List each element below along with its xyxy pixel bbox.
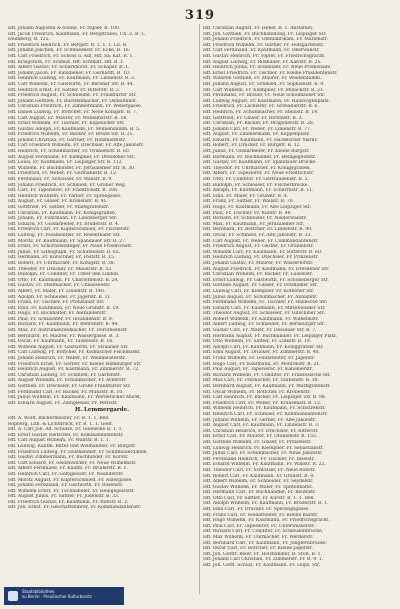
directory-entry: Hff. Heinrich Ernst, Fr. Sattler, Fr. Ritterstr. B. 2. [8, 87, 121, 93]
directory-entry: Hff. Carl Heinrich, Fr. Bäcker, Fr. Leipziger Str. B. 98. [203, 395, 327, 401]
section-heading: H. Lemmergarde. [75, 407, 129, 414]
directory-entry: Hff. Friedrich Carl, Fr. Weber, Fr. Krausenstr. B. 12. [203, 400, 322, 406]
directory-entry: Hff. Theodor, Fr. Uhrmacher, Fr. Königsgraben. [203, 165, 311, 171]
directory-entry: Hff. Franz Wilhelm, Fr. Goldarbeiter, Fr. Jägerstr. [203, 356, 316, 362]
directory-entry: Hff. August Wilhelm, Fr. Schuhmacher, Fr. Ackerstr. [8, 378, 127, 384]
directory-entry: Hff. Paul August, Fr. Tapezierer, Fr. Kanonierstr. [203, 367, 313, 373]
directory-entry: Hff. Gottlieb Wilhelm, Fr. Glaser, Fr. Prinzenstr. [203, 439, 312, 445]
directory-entry: Hff. Robert, Fr. Drucker, Fr. Burgstr. B. 12. [203, 143, 301, 149]
directory-entry: Hff. Theodor Carl, Fr. Schlosser, Fr. Neue Roßstr. [203, 467, 316, 473]
directory-entry: Hff. Richard Carl, Fr. Conditor, Fr. Schleusenbrücke. [203, 529, 324, 535]
directory-entry: Hff. Ernst Gustav Rietschel, Fr. Kommandantenstr. [8, 432, 124, 438]
directory-entry: Hff. Bernhard August, Fr. Kaufmann, Fr. Markgrafenstr. [203, 384, 331, 389]
directory-entry: Hff. A. Wolff, Bäckermeister, Fr. B. 1. 1. Bell. [8, 415, 110, 421]
directory-entry: Hff. Ludwig, Kaufm. Ritter und Wollhändler, Fr. Burgstr. [8, 443, 137, 449]
directory-entry: Hff. Oscar, Fr. Schmied, Fr. Alte Jakobstr. B. 33. [203, 232, 312, 238]
directory-entry: Hff. Richard Wilhelm, Fr. Conditor, Fr. Französische Str. [203, 372, 331, 378]
directory-entry: Hff. Heinrich Carl, Fr. Schmied, Fr. Kommandantenstr. [203, 411, 328, 417]
directory-entry: Hff. Adolph Wilhelm, Fr. Kaufmann, Fr. Brüderstr. B. 1. [203, 501, 329, 507]
directory-entry: Hff. Wilhelm Carl, Fr. Kaufmann, Fr. Ritterstr. B. 60. [203, 249, 323, 255]
directory-entry: Hff. Gustav Wilhelm, Fr. Maler, Fr. Spittelmarkt. [203, 484, 314, 490]
directory-entry: Hff. Adolph, Fr. Kaufmann, Fr. Scharrnstr. B. 11. [203, 188, 314, 194]
directory-entry: Hff. Richard, Fr. Schneider, Fr. Niederwallstr. [203, 216, 307, 222]
directory-entry: Hff. Wilhelm Heinrich, Fr. Kaufmann, Fr. Schützenstr. [203, 406, 326, 412]
directory-entry: Hff. Robert Carl, Fr. Kaufmann, Fr. Grünstr. B. 8. [203, 473, 315, 479]
directory-entry: Hff. Paul Carl, Fr. Tapezierer, Fr. Unterwasserstr. [203, 523, 316, 529]
directory-entry: Hff. Carl August Wilhelm, Fr. Wallstr. B. 1. 1. [8, 438, 111, 444]
directory-entry: Hff. Johann Heinrich, Fr. Weber, Fr. Weinmeisterstr. [8, 356, 126, 362]
directory-entry: Hff. Theodor August, Fr. Schlosser, Fr. Gitschiner Str. [203, 311, 326, 317]
directory-entry: Hff. Oscar Wilhelm, Fr. Böttcher, Fr. Kronenstr. [203, 389, 311, 395]
directory-entry: Hff. Emil Carl, Fr. Drucker, Fr. Sperlingsgasse. [203, 507, 310, 513]
directory-entry: Hff. Moritz August, Fr. Kupferschmied, Fr. Adlergasse. [8, 477, 133, 483]
directory-entry: Ropberg, Lith. & Lichtdruck, Fr. B. 1. 1. Gedr. [8, 421, 114, 427]
directory-entry: Hff. Ernst Ludwig, Fr. Gastwirth, Fr. Schöneberger Str. [203, 277, 329, 283]
directory-entry: Hff. Robert, Fr. Uhrmacher, Fr. Königstr. B. 38. [8, 260, 116, 266]
directory-entry: Hff. Albert, Fr. Tapezierer, Fr. Neue Friedrichstr. [203, 171, 314, 177]
directory-entry: Hff. Gottlieb August, Fr. Glaser, Fr. Potsdamer Str. [203, 283, 318, 289]
directory-entry: Hff. Carl Friedrich Wilhelm, Fr. Drechsler, Fr. Alte Jakobstr. [8, 143, 144, 149]
directory-entry: Hff. Gustav Heinrich, Fr. Töpfer, Fr. Friedrichsgracht. [203, 53, 326, 59]
directory-entry: Hff. August, Fr. Glaser, Fr. Kronenstr. B. 41. [8, 199, 108, 205]
directory-entry: Hff. Otto, Fr. Conditor, Fr. Gertraudenstr. B. 5. [203, 177, 309, 183]
directory-entry: Hff. Daniel Ludwig, Fr. Böttcher, Fr. Neue Königstr. B. 7. [8, 109, 138, 115]
directory-entry: Hff. Eduard Wilhelm, Fr. Kaufmann, Fr. Wallstr. B. 25. [203, 462, 326, 468]
directory-entry: Hff. August Carl, Fr. Kaufmann, Fr. Lindenstr. B. 3. [203, 423, 320, 429]
directory-entry: Hff. Adolph Carl, Fr. Kaufmann, Fr. Königgrätzer Str. [203, 344, 324, 350]
directory-entry: Hff. Gustav, Fr. Stellmacher, Fr. Chausseestr. [8, 283, 111, 289]
directory-entry: Hff. Johann Carl, Fr. Weber, Fr. Linienstr. B. 77. [203, 126, 312, 132]
directory-entry: Hff. Julius Carl, Fr. Schuhmacher, Fr. Neue Jakobstr. [203, 451, 323, 457]
page-number: 319 [184, 8, 216, 23]
directory-entry: Hff. August Ludwig, Fr. Bildhauer, Fr. Karlstr. B. 25. [203, 59, 322, 65]
directory-entry: Hff. Christian August, Fr. Hebel, B. 1. Anstalten. [203, 26, 314, 31]
directory-entry: Hff. Heinrich Julius, Fr. Schneider, Fr. Neue Promenade. [203, 65, 332, 71]
column-divider [199, 24, 200, 594]
directory-entry: Hff. Friedrich Ernst, Fr. Gerber, Fr. Kleine Hamburger Str. [8, 361, 142, 367]
directory-entry: Hff. Albert, Fr. Maler, Fr. Linienstr. B. 140. [8, 288, 106, 294]
directory-entry: Hff. August Julius, Fr. Sattler, Fr. Jüdenstr. B. 33. [8, 494, 120, 500]
directory-entry: Hff. Emil, Fr. Maler, Fr. Grünstr. B. 4. [203, 193, 288, 199]
directory-entry: Hff. Kriegsrath, Fr. Schmid. Hff. Schmidt. Hff. B. 1. [8, 59, 125, 65]
directory-entry: Hff. Richard, Fr. Kaufmann, Fr. Behrenstr. B. 44. [8, 322, 119, 328]
directory-entry: Hff. Ferdinand Carl, Fr. Bäcker, Fr. Münzstr. B. 10. [8, 389, 124, 395]
logo-line-2: zu Berlin · Preußischer Kulturbesitz [22, 594, 92, 599]
directory-entry: Hff. Friedrich Heinrich, Fr. Bergstr. B. 1. 1. 1. Ld. B. [8, 42, 128, 48]
directory-entry: Hff. Gottfried, Fr. Sattler, Fr. Markgrafenstr. [8, 205, 109, 210]
directory-entry: Hff. Heinrich August, Fr. Kaufmann, Fr. Zimmerstr. B. 72. [8, 367, 140, 373]
directory-entry: Hff. Joh. Gottlieb, Fr. Buchhandlung, Fr. Leipziger Str. [203, 31, 327, 37]
directory-entry: Hff. Ernst Friedrich, Fr. Tischler, Fr. Kleine Präsidentenstr. [203, 70, 338, 76]
directory-entry: Hff. Otto, Fr. Kaufmann, Fr. Charlottenstr. B. 24. [8, 277, 119, 283]
directory-entry: Hff. Max Wilhelm, Fr. Uhrmacher, Fr. Werderstr. [203, 535, 314, 541]
directory-entry: Hff. Franz, Fr. Tischler, Fr. Prenzlauer Str. [8, 300, 105, 306]
directory-entry: Hff. Bernhard Carl, Fr. Kaufmann, Fr. Jungfernbrücke. [203, 540, 328, 546]
directory-entry: Hff. Rudolph, Fr. Schlosser, Fr. Fischerbrücke. [203, 182, 309, 188]
directory-entry: Hff. Albert Ferdinand, Fr. Kaufm. Fr. Brüderstr. B. 1. [8, 466, 128, 472]
directory-entry: Hff. Gustav, Fr. Kaufmann, Fr. Spandauer Brücke. [203, 160, 317, 166]
directory-entry: Hff. Friedrich August, Fr. Schneider, Fr. Frankfurter Str. [8, 93, 137, 99]
directory-entry: Hff. Gustav Carl, Fr. Maler, Fr. Dessauer Str. B. 7. [203, 328, 317, 334]
directory-entry: Hff. Carl Friedrich, Fr. Schoss u. Adl. Hff. Sa. Kat. B. 1. [8, 53, 134, 59]
directory-entry: Hff. Joh. Gottfr. Beier, Fr. Holzhändler, B. Stoß, B. 1. [203, 551, 322, 557]
directory-entry: Hff. Adolph, Fr. Schneider, Fr. Jägerstr. B. 11. [8, 294, 112, 300]
directory-entry: Hff. Eduard, Fr. Kaufmann, Fr. Hackescher Markt. [203, 137, 318, 143]
directory-entry: Hff. August Ferdinand, Fr. Klempner, Fr. Dresdener Str. [8, 154, 135, 160]
directory-entry: Hff. Albert Ludwig, Fr. Schneider, Fr. Bernburger Str. [203, 322, 326, 328]
directory-entry: Hff. Friedrich Ludwig, Fr. Holzhändler, Fr. Schiffbauerdamm. [8, 449, 148, 455]
directory-entry: Hff. Joh. Ernst, Fr. Geschäftsführer, Fr. Kommandantenstr. [8, 505, 142, 511]
directory-entry: Hff. Franz Carl, Fr. Goldarbeiter, Fr. Kleine Kurstr. [203, 512, 319, 518]
directory-entry: Hff. Wilhelm, Fr. Buchbinder, Fr. Jerusalemer Str. B. 30. [8, 165, 136, 171]
directory-entry: Hff. Christian, Fr. Bäcker, Fr. Dragonerstr. B. 28. [203, 121, 315, 127]
directory-entry: Hff. Rudolph, Fr. Conditor, Fr. Unter den Linden. [8, 272, 120, 278]
directory-entry: Hff. Gustav Adolph, Fr. Kaufmann, Fr. Mühlendamm. B. 5. [8, 126, 141, 132]
directory-entry: Hff. Johann Gustav, Fr. Maurer, Fr. Wassertorstr. [203, 260, 314, 266]
directory-entry: Hff. Robert Wilhelm, Fr. Kaufmann, Fr. Wilhelmstr. [203, 316, 319, 322]
directory-entry: Hff. Gottlieb, Fr. Drechsler, Fr. Große Frankfurter Str. [8, 384, 131, 389]
directory-entry: Hff. Hermann, Fr. Kürschner, Fr. Poststr. B. 15. [8, 255, 116, 261]
directory-entry: Hff. Gottfried, Fr. Glaser, Fr. Hirtenstr. B. 3. [203, 115, 303, 121]
directory-entry: Hff. Friedrich Carl, Fr. Kupferschmied, Fr. Fischerstr. [8, 227, 131, 233]
directory-entry: Hff. Carl, Fr. Tapezierer, Fr. Friedrichstr. B. 206. [8, 188, 119, 194]
directory-entry: Hff. Max, Fr. Instrumentenmacher, Fr. Dorotheenstr. [8, 328, 128, 334]
directory-entry: Hff. Friedrich, Fr. Weber, Fr. Gormannstr. B. 12. [8, 171, 118, 177]
directory-entry: Hff. Carl Eduard, Fr. Seidenwirker, Fr. Neue Wilhelmstr. [8, 460, 137, 466]
directory-entry: Hff. Oscar, Fr. Kaufmann, Fr. Taubenstr. B. 16. [8, 339, 114, 345]
directory-entry: Hff. Heinrich Ludwig, Fr. Drechsler, Fr. Prinzenstr. [203, 255, 319, 261]
directory-entry: Hff. Theodor, Fr. Drucker, Fr. Mauerstr. B. 53. [8, 266, 113, 272]
directory-entry: Hff. Jacob Friedrich, Kaufmann, Fr. Bergstrasse, Ch. Z. B. 1. [8, 31, 146, 37]
directory-entry: Hff. Ferdinand Wilhelm, Fr. Tischler, Fr. Hallesche Str. [203, 300, 328, 306]
directory-entry: Hff. Max, Fr. Kaufmann, Fr. Jerusalemer Str. [203, 221, 305, 227]
directory-entry: Hff. Friedrich, Fr. Lackierer, Fr. Grenadierstr. B. 6. [203, 104, 319, 110]
directory-entry: Hff. Albert Gustav, Fr. Scharnhorst, Fr. Schaper. B. 1. [8, 65, 130, 71]
directory-entry: Hff. Johann Ferdinand, Fr. Gastwirth, Fr. Rosenstr. [8, 483, 124, 489]
directory-entry: Hff. Julius, Fr. Goldarbeiter, Fr. Kleine Burgstr. [203, 149, 310, 155]
directory-entry: Hff. Christian Wilhelm, Fr. Bäcker, Fr. Luisenstr. [203, 272, 313, 278]
directory-entry: Hff. Emil, Fr. Kaufmann, Fr. Neue Grünstr. B. 19. [8, 305, 120, 311]
directory-entry: Hff. Carl Wilhelm, Fr. Gastwirth, Fr. Berliner Str. B. 44. [8, 81, 135, 87]
logo-line-1: Staatsbibliothek [22, 589, 55, 594]
directory-entry: Hff. Heinrich Carl, Fr. Gelbgiesser, Fr. Neanderstr. [8, 471, 124, 477]
directory-entry: Hff. Carl Wilhelm, Fr. Klempner, Fr. Mulackstr. B. 21. [203, 87, 325, 93]
directory-entry: Hff. Carl Ludwig, Fr. Böttcher, Fr. Köllnischer Fischmarkt. [8, 350, 141, 356]
directory-entry: Hff. Ernst Carl, Fr. Maurer, Fr. Oranienstr. B. 155. [203, 434, 318, 440]
directory-entry: Hff. Wilhelm Gottlieb, Fr. Maurer, Fr. Weidendamm. [203, 76, 322, 82]
directory-entry: Hff. Carl August, Fr. Maurer, Fr. Waldemarstr. B. 18. [8, 115, 128, 121]
directory-entry: Hff. Carl August, Fr. Weber, Fr. Commandantenstr. [203, 238, 319, 244]
directory-entry: Hff. Hugo, Fr. Kaufmann, Fr. Alte Leipziger Str. [203, 205, 312, 210]
directory-entry: Hff. Friedrich Wilhelm, Fr. Bäcker, Fr. Breite Str. B. 21. [8, 132, 134, 138]
directory-entry: Hff. Johann August, Fr. Schmied, Fr. Sophienstr. B. 9. [203, 81, 325, 87]
left-column [8, 26, 196, 604]
directory-entry: Hff. Johann Augustin & Söhne, Fr. Papier, B. 100. [8, 26, 121, 31]
directory-entry: Hff. Ludwig, Fr. Posamentier, Fr. Rosenthaler Str. [8, 232, 121, 238]
directory-entry: Hff. Ferdinand Heinrich, Fr. Tischler, Fr. Inselstr. [203, 456, 315, 462]
directory-entry: Hff. A. Carl Joh. Ad. Schulze, Fr. Glienecke B. 1. 1. [8, 427, 123, 433]
directory-entry: Hff. Friedrich August, Fr. Gerber, Fr. Oranienstr. [203, 244, 314, 250]
directory-entry: Hff. Julius, Fr. Lithograph, Fr. Schützenstr. B. 65. [8, 249, 121, 255]
directory-entry: Hff. Bernhard, Fr. Böttcher, Fr. Lindenstr. B. 90. [203, 227, 313, 233]
directory-entry: Hff. Johann Jacob, Fr. Ratsdiener, Fr. Gerhardt, B. 10. [8, 70, 131, 76]
directory-entry: Hff. Johann Wilhelm, Fr. Gerber, Fr. Alte Jakobstr. [203, 417, 317, 423]
directory-entry: Hff. Johann Christian, Fr. Gärtner, Fr. Holzmarktstr. [8, 137, 126, 143]
directory-entry: Hff. Heinrich Wilhelm, Fr. Färber, Fr. Spreegasse. [8, 193, 122, 199]
directory-entry: Hff. August Friedrich, Fr. Kaufmann, Fr. Dresdener Str. [203, 266, 330, 272]
directory-entry: Hff. Heinrich Ludwig, Fr. Kaufmann, Fr. Lindenstr. B. 3. [8, 76, 136, 82]
directory-entry: Hff. Eduard Carl, Fr. Kaufmann, Fr. Mittenwalder Str. [203, 305, 326, 311]
directory-entry: Hff. Johann Carl Christian, Fr. Zimmerstr. Fr. B. 9. 1. [203, 557, 324, 563]
directory-entry: Hff. Ludwig Heinrich, Fr. Klempner, Fr. Sebastianstr. [203, 445, 324, 451]
directory-entry: Hff. Oscar Carl, Fr. Böttcher, Fr. Kleine Jägerstr. [203, 546, 313, 552]
directory-entry: Hff. Julius August, Fr. Schuhmacher, Fr. Anhaltstr. [203, 294, 318, 300]
right-column [203, 26, 393, 604]
directory-entry: Hff. Friedrich Wilhelm, Fr. Gürtler, Fr. Holzgartenstr. [203, 42, 325, 48]
directory-entry: Hff. Otto Carl, Fr. Sattler, Fr. Kurstr. B. 1. 1. Bell. [203, 495, 315, 501]
directory-entry: Hff. Johann Gottlieb, Fr. Bürstenmacher, Fr. Ostbahnhof. [8, 98, 137, 104]
library-logo [4, 587, 124, 605]
directory-entry: Hff. Paul, Fr. Tischler, Fr. Kurstr. B. 48. [203, 210, 292, 216]
directory-entry: Hff. Eduard August, Fr. Zinngiesser, Fr. Petristr. [8, 400, 118, 406]
library-logo-icon [8, 591, 18, 601]
directory-entry: Hff. Hugo, Fr. Buchhalter, Fr. Alexanderstr. [8, 311, 107, 317]
directory-entry: Hff. Gustav Zimmermann, Fr. Buchbinder, Fr. Kurstr. [8, 455, 129, 461]
directory-entry: Hff. Bernhard, Fr. Maurer, Fr. Wassergasse. B. 3. [8, 333, 120, 339]
directory-entry: Hff. Johann Joachim, Fr. Schmiedestr. Fr. Ecke, B. 16. [8, 48, 131, 54]
directory-entry: Hff. Hermann Carl, Fr. Buchhändler, Fr. Beuthstr. [203, 490, 316, 496]
directory-entry: Hff. August, Fr. Zimmermann, Fr. Koppenplatz. [203, 132, 311, 138]
directory-entry: Hff. Ernst, Fr. Schornsteinfeger, Fr. Neue Friedrichstr. [8, 244, 133, 250]
directory-entry: Hff. Louis, Fr. Kaufmann, Fr. Leipziger Str. B. 112. [8, 160, 124, 166]
directory-entry: Hff. Ludwig August, Fr. Kaufmann, Fr. Hausvogteiplatz. [203, 98, 331, 104]
directory-entry: Hff. Paul, Fr. Schlächter, Fr. Invalidenstr. B. 8. [8, 316, 114, 322]
directory-entry: Hff. Friedrich Gustav, Fr. Kaufmann, Fr. Roßstr. B. 2. [8, 499, 129, 505]
directory-entry: Hff. Max Carl, Fr. Uhrmacher, Fr. Taubenstr. B. 30. [203, 378, 319, 384]
directory-entry: Hff. Ernst Wilhelm, Fr. Tischler, Fr. Köpenicker Str. [8, 121, 125, 127]
directory-entry: Hff. Ferdinand, Fr. Schlosser, Fr. Wallstr. B. 9. [8, 177, 113, 183]
directory-entry: Hff. Franz, Fr. Sattler, Fr. Wallstr. B. 70. [203, 199, 294, 205]
directory-entry: Hff. Hugo Carl, Fr. Kaufmann, Fr. Mohrenstr. B. 21. [203, 361, 321, 367]
directory-entry: Hff. Christian Ludwig, Fr. Schmied, Fr. Gartenstr. [8, 372, 122, 378]
directory-entry: Hff. Ludwig Carl, Fr. Klempner, Fr. Köthener Str. [203, 288, 315, 294]
directory-entry: Hff. Albert Wilhelm, Fr. Schneider, Fr. Seydelstr. [203, 479, 314, 485]
directory-entry: Hff. Johann, Fr. Fuhrmann, Fr. Landsberger Str. [8, 216, 118, 222]
directory-entry: Hff. Emil August, Fr. Drucker, Fr. Zimmerstr. B. 40. [203, 350, 320, 356]
directory-entry: Heimberg, B. 125. [8, 37, 50, 43]
directory-entry: Hff. Eduard, Fr. Goldarbeiter, Fr. Brüderstr. B. 4. [8, 221, 120, 227]
directory-entry: Hff. Joh. Gottf. Schulz, Fr. Kaufmann, Fr. Leipz. Str. [203, 563, 321, 568]
directory-entry: Hff. Johann Friedrich, Fr. Schmied, Fr. Grüner Weg. [8, 182, 127, 188]
directory-entry: Hff. Moritz, Fr. Kaufmann, Fr. Spandauer Str. B. 27. [8, 238, 127, 244]
directory-entry: Hff. Otto Wilhelm, Fr. Sattler, Fr. Linkstr. B. 19. [203, 339, 312, 345]
directory-entry: Hff. Ferdinand, Fr. Brauer, Fr. Neue Schönhauser Str. [203, 93, 326, 99]
directory-entry: Hff. Carl Ferdinand, Fr. Kaufmann, Fr. Oberwallstr. [203, 48, 320, 54]
directory-entry: Hff. Heinrich, Fr. Schuhmacher, Fr. Oranienstr. B. 60. [8, 149, 131, 155]
directory-entry: Hff. Hugo Wilhelm, Fr. Kaufmann, Fr. Friedrichsgracht. [203, 518, 330, 524]
directory-entry: Hff. Wilhelm August, Fr. Gastwirth, Fr. Stralauer Str. [8, 344, 129, 350]
directory-entry: Hff. Julius Wilhelm, Fr. Kaufmann, Fr. Werderscher Markt. [8, 395, 142, 401]
directory-entry: Hff. Christian, Fr. Kaufmann, Fr. Königsgraben. [8, 210, 117, 216]
directory-entry: Hff. Christian Heinrich, Fr. Drechsler, Fr. Ritterstr. [203, 428, 319, 434]
directory-entry: Hff. Heinrich, Fr. Schuhmacher, Fr. Steinstr. B. 14. [203, 109, 319, 115]
directory-entry: Hff. Johann Friedrich, Fr. Ofenfabrikant, Fr. Marienstr. [203, 37, 328, 43]
directory-entry: Hff. Wilhelm Ernst, Fr. Tuchhändler, Fr. Heiligegeiststr. [8, 488, 135, 494]
directory-entry: Hff. Christian Friedrich, Fr. Zimmermann, Fr. Webergasse. [8, 104, 143, 110]
directory-entry: Hff. Hermann, Fr. Buchbinder, Fr. Heiligegeiststr. [203, 154, 317, 160]
directory-entry: Hff. Hermann August, Fr. Buchhändler, Fr. Leipziger Platz. [203, 333, 338, 339]
